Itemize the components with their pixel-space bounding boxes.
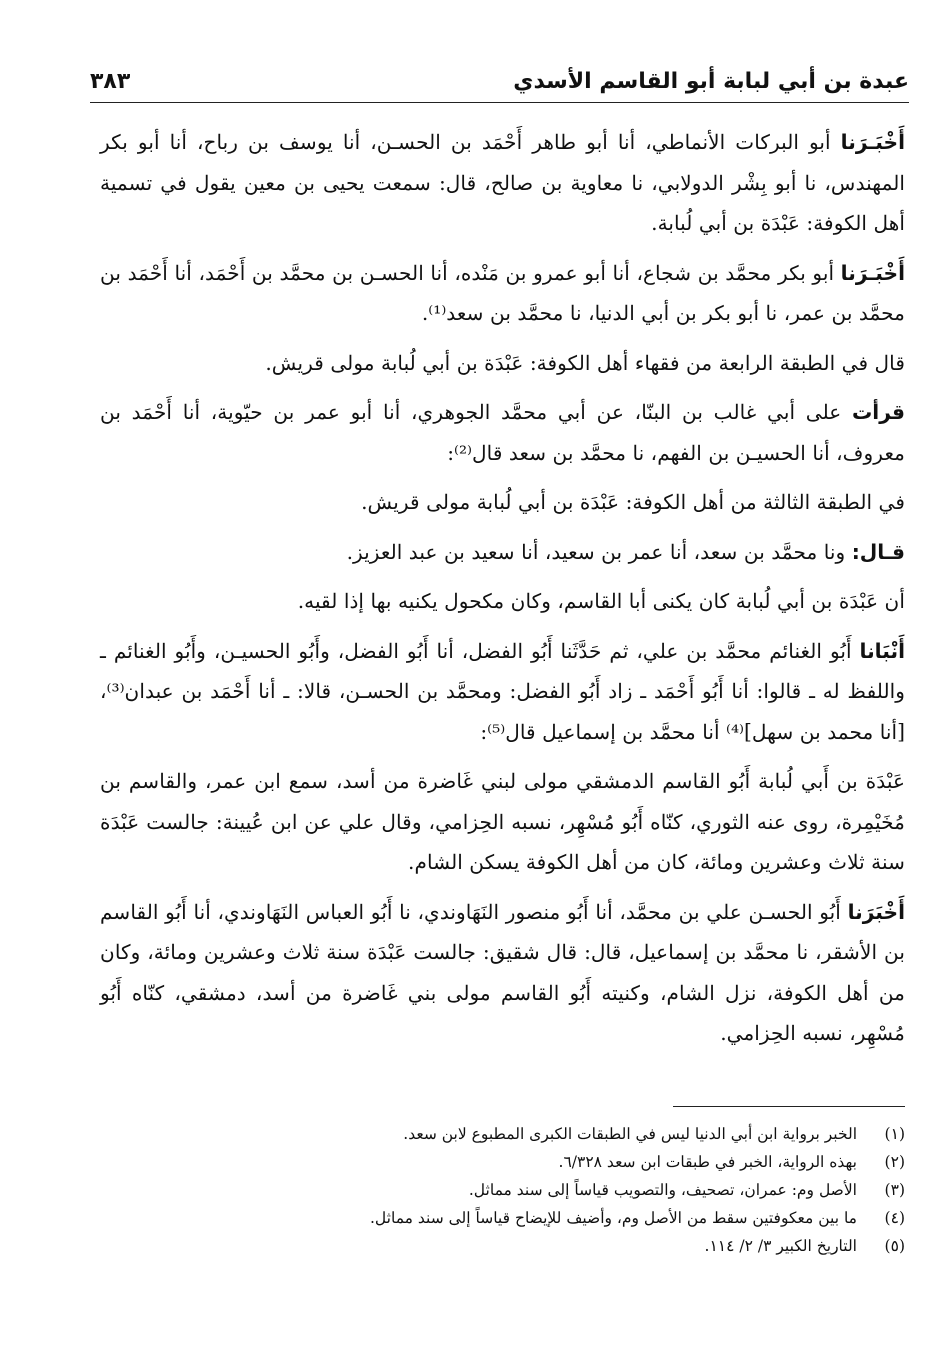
footnote-text: الخبر برواية ابن أبي الدنيا ليس في الطبقات الكبرى المطبوع لابن سعد. <box>403 1125 857 1143</box>
paragraph <box>100 892 905 1054</box>
paragraph <box>100 581 905 622</box>
paragraph-text: أبو البركات الأنماطي، أنا أبو طاهر أَحْمَد بن الحسـن، أنا يوسف بن رباح، أنا أبو بكر المهندس، نا أبو بِشْر الدولابي، نا معاوية بن صالح، قال: سمعت يحيى بن معين يقول في تسمية أهل الكوفة: عَبْدَة بن أبي لُبابة. <box>100 130 905 235</box>
paragraph <box>100 761 905 883</box>
page-number: ٣٨٣ <box>90 68 131 94</box>
footnote-text: التاريخ الكبير ٣/ ٢/ ١١٤. <box>704 1237 857 1255</box>
footnote-separator <box>673 1106 905 1107</box>
paragraph-text: قال في الطبقة الرابعة من فقهاء أهل الكوفة: عَبْدَة بن أبي لُبابة مولى قريش. <box>265 350 905 375</box>
page-header <box>90 60 909 103</box>
main-text <box>100 122 905 1063</box>
lead-word: قرأت <box>852 400 905 424</box>
lead-word: قـال: <box>851 539 905 564</box>
lead-word: أَخْبَـرَنا <box>840 130 905 154</box>
paragraph <box>100 343 905 384</box>
footnote-text: ما بين معكوفتين سقط من الأصل وم، وأضيف للإيضاح قياساً إلى سند مماثل. <box>370 1209 857 1227</box>
paragraph-text: ونا محمَّد بن سعد، أنا عمر بن سعيد، أنا سعيد بن عبد العزيز. <box>346 539 852 564</box>
footnote <box>100 1176 905 1204</box>
lead-word: أَخْبَـرَنا <box>840 260 905 285</box>
paragraph <box>100 392 905 473</box>
footnote <box>100 1148 905 1176</box>
paragraph-text: أن عَبْدَة بن أبي لُبابة كان يكنى أبا القاسم، وكان مكحول يكنيه بها إذا لقيه. <box>297 589 905 613</box>
paragraph-text: أَبُو الحسـن علي بن محمَّد، أنا أَبُو منصور النَهَاوندي، نا أَبُو العباس النَهَاوندي، أنا أَبُو القاسم بن الأشقر، نا محمَّد بن إسماعيل، قال: قال شقيق: جالست عَبْدَة سنة ثلاث وعشرين ومائة، وكان من أهل الكوفة، نزل الشام، وكنيته أَبُو القاسم مولى بني غَاضرة من أسد، دمشقي، كنّاه أَبُو مُسْهِر، نسبه الحِزامي. <box>100 899 905 1045</box>
paragraph <box>100 631 905 753</box>
footnote <box>100 1204 905 1232</box>
footnote-text: الأصل وم: عمران، تصحيف، والتصويب قياساً إلى سند مماثل. <box>468 1181 857 1199</box>
paragraph <box>100 253 905 334</box>
footnote-number: (١) <box>884 1125 905 1143</box>
footnotes <box>100 1120 905 1260</box>
footnote-number: (٥) <box>884 1237 905 1255</box>
paragraph-text: على أبي غالب بن البنّا، عن أبي محمَّد الجوهري، أنا أبو عمر بن حيّوية، أنا أَحْمَد بن معروف، أنا الحسيـن بن الفهم، نا محمَّد بن سعد قال⁽²⁾: <box>100 400 905 465</box>
lead-word: أَخْبَرَنا <box>847 899 905 924</box>
paragraph <box>100 482 905 523</box>
lead-word: أَنْبَانا <box>859 638 905 663</box>
paragraph-text: أبو بكر محمَّد بن شجاع، أنا أبو عمرو بن مَنْده، أنا الحسـن بن محمَّد بن أَحْمَد، أنا أَحْمَد بن محمَّد بن عمر، نا أبو بكر بن أبي الدنيا، نا محمَّد بن سعد⁽¹⁾. <box>100 260 905 325</box>
running-title: عبدة بن أبي لبابة أبو القاسم الأسدي <box>513 68 909 94</box>
footnote-text: بهذه الرواية، الخبر في طبقات ابن سعد ٦/٣٢٨. <box>558 1153 857 1171</box>
footnote-number: (٢) <box>884 1153 905 1171</box>
footnote <box>100 1120 905 1148</box>
paragraph <box>100 122 905 244</box>
paragraph-text: عَبْدَة بن أَبي لُبابة أَبُو القاسم الدمشقي مولى لبني غَاضرة من أسد، سمع ابن عمر، والقاسم بن مُخَيْمِرة، روى عنه الثوري، كنّاه أَبُو مُسْهِر، نسبه الحِزامي، وقال علي عن ابن عُيينة: جالست عَبْدَة سنة ثلاث وعشرين ومائة، كان من أهل الكوفة يسكن الشام. <box>100 769 905 874</box>
paragraph-text: أَبُو الغنائم محمَّد بن علي، ثم حَدَّثَنا أَبُو الفضل، أنا أَبُو الفضل، وأَبُو الحسيـن، وأَبُو الغنائم ـ واللفظ له ـ قالوا: أنا أَبُو أَحْمَد ـ زاد أَبُو الفضل: ومحمَّد بن الحسـن، قالا: ـ أنا أَحْمَد بن عبدان⁽³⁾، [أنا محمد بن سهل]⁽⁴⁾ أنا محمَّد بن إسماعيل قال⁽⁵⁾: <box>100 638 905 744</box>
paragraph <box>100 532 905 573</box>
footnote <box>100 1232 905 1260</box>
footnote-number: (٣) <box>884 1181 905 1199</box>
footnote-number: (٤) <box>884 1209 905 1227</box>
paragraph-text: في الطبقة الثالثة من أهل الكوفة: عَبْدَة بن أبي لُبابة مولى قريش. <box>361 490 905 514</box>
